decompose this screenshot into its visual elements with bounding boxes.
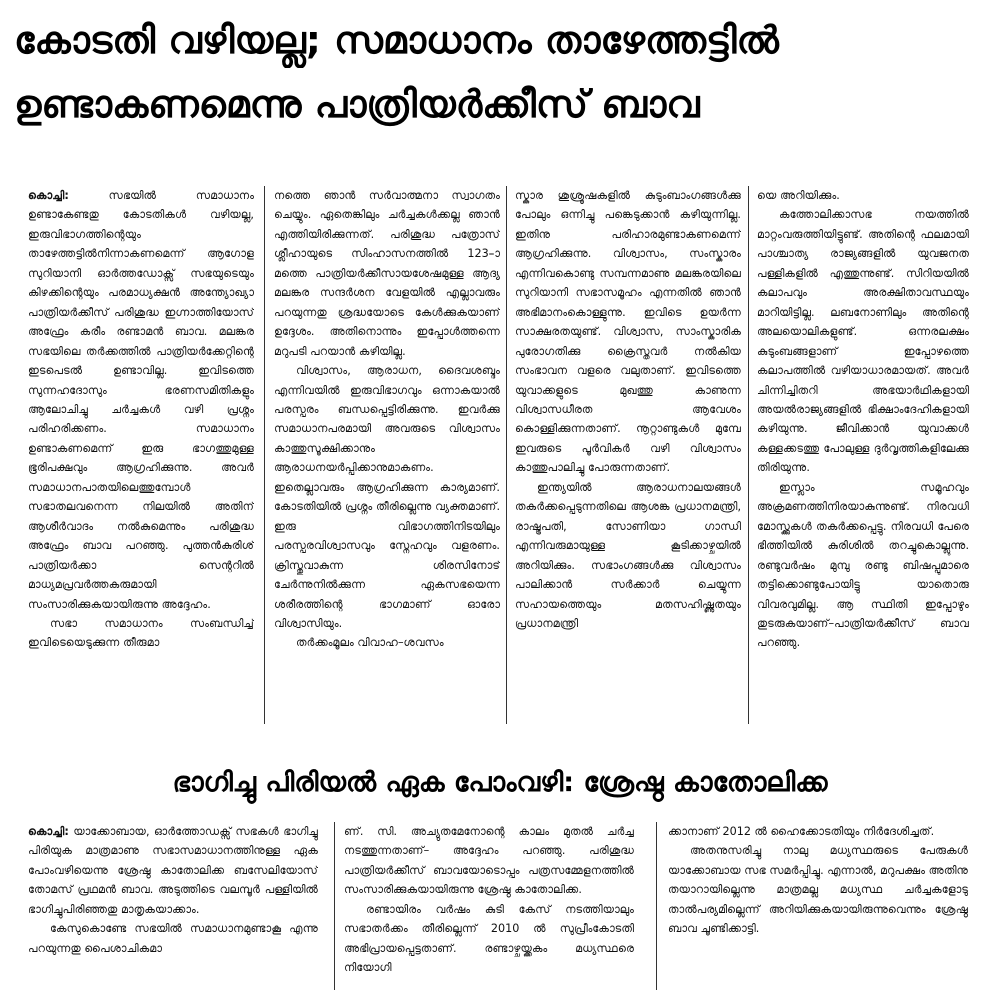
story1-column-3: [515, 186, 741, 726]
story2-column-3: [668, 822, 968, 992]
story1-col2-para1: നത്തെ ഞാൻ സർവാത്മനാ സ്വാഗതം ചെയ്യും. ഏതെങ്കിലും ചർച്ചകൾക്കല്ല ഞാൻ എത്തിയിരിക്കുന്നത്. പരിശുദ്ധ പത്രോസ് ശ്ലീഹായുടെ സിംഹാസനത്തിൽ 123–ാമത്തെ പാത്രിയർക്കീസായശേഷമുള്ള ആദ്യ മലങ്കര സന്ദർശന വേളയിൽ എല്ലാവരും പറയുന്നതു ശ്രദ്ധയോടെ കേൾക്കുകയാണ് ഉദ്ദേശം. അതിനൊന്നും ഇപ്പോൾത്തന്നെ മറുപടി പറയാൻ കഴിയില്ല.: [274, 189, 500, 358]
story1-headline-line2: ഉണ്ടാകണമെന്നു പാത്രിയർക്കീസ് ബാവ: [14, 82, 700, 126]
story2-col2-para2: രണ്ടായിരം വർഷം കുടി കേസ് നടത്തിയാലും സഭാതർക്കം തീരില്ലെന്ന് 2010 ൽ സുപ്രീംകോടതി അഭിപ്രായപ്പെട്ടതാണ്. രണ്ടാഴ്ചയ്ക്കകം മധ്യസ്ഥരെ നിയോഗി: [344, 902, 634, 975]
story1-col3-para1: സ്കാര ശുശ്രൂഷകളിൽ കുടുംബാംഗങ്ങൾക്കു പോലും ഒന്നിച്ചു പങ്കെടുക്കാൻ കഴിയുന്നില്ല. ഇതിനു പരിഹാരമുണ്ടാകണമെന്ന് ആഗ്രഹിക്കുന്നു. വിശ്വാസം, സംസ്കാരം എന്നിവകൊണ്ടു സമ്പന്നമാണു മലങ്കരയിലെ സുറിയാനി സഭാസമൂഹം എന്നതിൽ ഞാൻ അഭിമാനംകൊള്ളുന്നു. ഇവിടെ ഉയർന്ന സാക്ഷരതയുണ്ട്. വിശ്വാസ, സാംസ്കാരിക പുരോഗതിക്കു ക്രൈസ്തവർ നൽകിയ സംഭാവന വളരെ വലുതാണ്. ഇവിടത്തെ യുവാക്കളുടെ മുഖത്തു കാണുന്ന വിശ്വാസധീരത ആവേശം കൊള്ളിക്കുന്നതാണ്. നൂറ്റാണ്ടുകൾ മുമ്പേ ഇവരുടെ പൂർവികർ വഴി വിശ്വാസം കാത്തുപാലിച്ചു പോരുന്നതാണ്.: [515, 189, 741, 475]
story1-col4-para3: ഇസ്ലാം സമൂഹവും അക്രമണത്തിനിരയാകുന്നുണ്ട്. നിരവധി മോസ്ക്കുകൾ തകർക്കപ്പെട്ടു. നിരവധി പേരെ ഭിത്തിയിൽ കുരിശിൽ തറച്ചുകൊല്ലുന്നു. രണ്ടുവർഷം മുമ്പു രണ്ടു ബിഷപ്പുമാരെ തട്ടിക്കൊണ്ടുപോയിട്ടു യാതൊരു വിവരവുമില്ല. ആ സ്ഥിതി ഇപ്പോഴും തുടരുകയാണ്–പാത്രിയർക്കീസ് ബാവ പറഞ്ഞു.: [757, 480, 969, 650]
story2-col2-para1: ണ്. സി. അച്യുതമേനോന്റെ കാലം മുതൽ ചർച്ച നടത്തുന്നതാണ്– അദ്ദേഹം പറഞ്ഞു. പരിശുദ്ധ പാത്രിയർക്കീസ് ബാവയോടൊപ്പം പത്രസമ്മേളനത്തിൽ സംസാരിക്കുകയായിരുന്നു ശ്രേഷ്ഠ കാതോലിക്ക.: [344, 825, 634, 897]
story1-headline-line1: കോടതി വഴിയല്ല; സമാധാനം താഴേത്തട്ടിൽ: [14, 18, 779, 62]
story1-col1-para1: [28, 186, 254, 614]
story2-col1-para2: കേസുകൊണ്ടേ സഭയിൽ സമാധാനമുണ്ടാകൂ എന്നു പറയുന്നതു പൈശാചികമാ: [28, 922, 318, 955]
column-divider: [334, 822, 335, 990]
story2-col1-para1: [28, 822, 318, 919]
story2-column-1: [28, 822, 318, 992]
story1-column-2: [274, 186, 500, 726]
story1-col2-para2: വിശ്വാസം, ആരാധന, ദൈവശബ്ദം എന്നിവയിൽ ഇരുവിഭാഗവും ഒന്നാകയാൽ പരസ്പരം ബന്ധപ്പെട്ടിരിക്കുന്നു. ഇവർക്കു സമാധാനപരമായി അവരുടെ വിശ്വാസം കാത്തുസൂക്ഷിക്കാനും ആരാധനയർപ്പിക്കാനുമാകണം. ഇതെല്ലാവരും ആഗ്രഹിക്കുന്ന കാര്യമാണ്. കോടതിയിൽ പ്രശ്നം തീരില്ലെന്നു വ്യക്തമാണ്. ഇരു വിഭാഗത്തിനിടയിലും പരസ്പരവിശ്വാസവും സ്നേഹവും വളരണം. ക്രിസ്തുവാകുന്ന ശിരസിനോട് ചേർന്നുനിൽക്കുന്ന ഏകസഭയെന്ന ശരീരത്തിന്റെ ഭാഗമാണ് ഓരോ വിശ്വാസിയും.: [274, 364, 500, 630]
story1-col2-para3: തർക്കംമൂലം വിവാഹ–ശവസം: [296, 636, 444, 650]
column-divider: [264, 186, 265, 724]
story1-col3-para2: ഇന്ത്യയിൽ ആരാധനാലയങ്ങൾ തകർക്കപ്പെടുന്നതിലെ ആശങ്ക പ്രധാനമന്ത്രി, രാഷ്ട്രപതി, സോണിയാ ഗാന്ധി എന്നിവരുമായുള്ള കൂടിക്കാഴ്ചയിൽ അറിയിക്കും. സഭാംഗങ്ങൾക്കു വിശ്വാസം പാലിക്കാൻ സർക്കാർ ചെയ്യുന്ന സഹായത്തെയും മതസഹിഷ്ണുതയും പ്രധാനമന്ത്രി: [515, 480, 741, 630]
story1-col4-para2: കത്തോലിക്കാസഭ നയത്തിൽ മാറ്റംവരുത്തിയിട്ടുണ്ട്. അതിന്റെ ഫലമായി പാശ്ചാത്യ രാജ്യങ്ങളിൽ യുവജനത പള്ളികളിൽ എത്തുന്നുണ്ട്. സിറിയയിൽ കലാപവും അരക്ഷിതാവസ്ഥയും മാറിയിട്ടില്ല. ലബനോണിലും അതിന്റെ അലയൊലികളുണ്ട്. ഒന്നരലക്ഷം കുടുംബങ്ങളാണ് ഇപ്പോഴത്തെ കലാപത്തിൽ വഴിയാധാരമായത്. അവർ ചിന്നിച്ചിതറി അഭയാർഥികളായി അയൽരാജ്യങ്ങളിൽ ഭിക്ഷാംദേഹികളായി കഴിയുന്നു. ജീവിക്കാൻ യുവാക്കൾ കള്ളക്കടത്തു പോലുള്ള ദുർവൃത്തികളിലേക്കു തിരിയുന്നു.: [757, 208, 969, 475]
column-divider: [656, 822, 657, 990]
story2-column-2: [344, 822, 634, 992]
story2-col3-para1: ക്കാനാണ് 2012 ൽ ഹൈക്കോടതിയും നിർദേശിച്ചത്.: [668, 825, 935, 838]
story2-col1-para1-text: യാക്കോബായ, ഓർത്തോഡക്സ് സഭകൾ ഭാഗിച്ചു പിരിയുക മാത്രമാണു സഭാസമാധാനത്തിനുള്ള ഏക പോംവഴിയെന്നു ശ്രേഷ്ഠ കാതോലിക്ക ബസേലിയോസ് തോമസ് പ്രഥമൻ ബാവ. അടുത്തിടെ വലമ്പൂർ പള്ളിയിൽ ഭാഗിച്ചുപിരിഞ്ഞതു മാതൃകയാക്കാം.: [28, 825, 318, 916]
story1-column-4: [757, 186, 969, 726]
column-divider: [506, 186, 507, 724]
column-divider: [748, 186, 749, 724]
story1-dateline: കൊച്ചി:: [28, 189, 69, 202]
story1-col1-para1-text: സഭയിൽ സമാധാനം ഉണ്ടാകേണ്ടതു കോടതികൾ വഴിയല്ല, ഇരുവിഭാഗത്തിന്റെയും താഴേത്തട്ടിൽനിന്നാകണമെന്ന് ആഗോള സുറിയാനി ഓർത്തഡോക്സ് സഭയുടെയും കിഴക്കിന്റെയും പരമാധ്യക്ഷൻ അന്ത്യോഖ്യാ പാത്രിയർക്കീസ് പരിശുദ്ധ ഇഗ്നാത്തിയോസ് അഫ്രേം കരീം രണ്ടാമൻ ബാവ. മലങ്കര സഭയിലെ തർക്കത്തിൽ പാത്രിയർക്കേറ്റിന്റെ ഇടപെടൽ ഉണ്ടാവില്ല. ഇവിടത്തെ സുന്നഹദോസും ഭരണസമിതികളും ആലോചിച്ചു ചർച്ചകൾ വഴി പ്രശ്നം പരിഹരിക്കണം. സമാധാനം ഉണ്ടാകണമെന്ന് ഇരു ഭാഗത്തുമുള്ള ഭൂരിപക്ഷവും ആഗ്രഹിക്കുന്നു. അവർ സമാധാനപാതയിലെത്തുമ്പോൾ സഭാതലവനെന്ന നിലയിൽ അതിന് ആശീർവാദം നൽകുമെന്നും പരിശുദ്ധ അഫ്രേം ബാവ പറഞ്ഞു. പുത്തൻകുരിശ് പാത്രിയർക്കാ സെന്ററിൽ മാധ്യമപ്രവർത്തകരുമായി സംസാരിക്കുകയായിരുന്നു അദ്ദേഹം.: [28, 189, 254, 611]
story1-column-1: [28, 186, 254, 726]
story2-headline: ഭാഗിച്ചു പിരിയൽ ഏക പോംവഴി: ശ്രേഷ്ഠ കാതോലിക്ക: [172, 767, 828, 798]
story1-col1-para2: സഭാ സമാധാനം സംബന്ധിച്ച് ഇവിടെയെടുക്കുന്ന തീരുമാ: [28, 616, 254, 650]
story1-col4-para1: യെ അറിയിക്കും.: [757, 189, 840, 202]
story2-col3-para2: അതനുസരിച്ചു നാലു മധ്യസ്ഥരുടെ പേരുകൾ യാക്കോബായ സഭ സമർപ്പിച്ചു. എന്നാൽ, മറുപക്ഷം അതിനു തയാറായില്ലെന്നു മാത്രമല്ല മധ്യസ്ഥ ചർച്ചകളോടു താൽപര്യമില്ലെന്ന് അറിയിക്കുകയായിരുന്നുവെന്നും ശ്രേഷ്ഠ ബാവ ചൂണ്ടിക്കാട്ടി.: [668, 844, 968, 936]
story2-dateline: കൊച്ചി:: [28, 825, 69, 838]
